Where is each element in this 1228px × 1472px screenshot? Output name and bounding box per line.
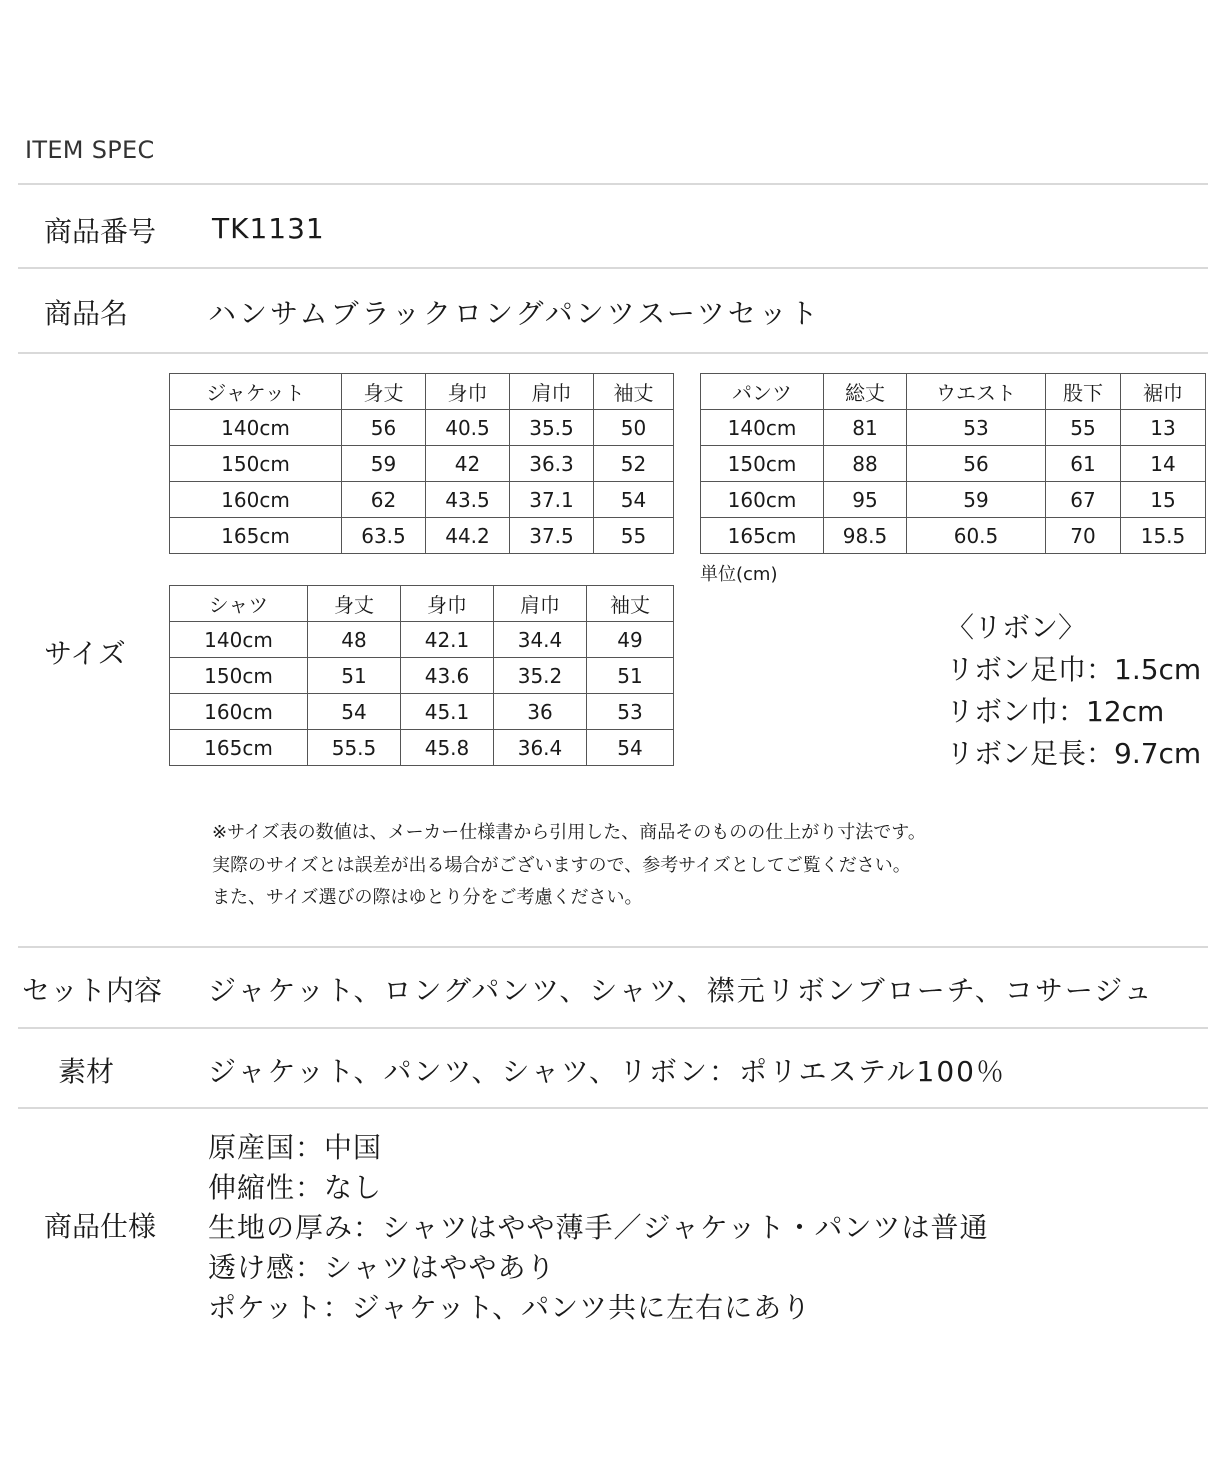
table-cell: 48: [308, 622, 401, 658]
column-header: 総丈: [824, 374, 907, 410]
table-cell: 15: [1121, 482, 1206, 518]
table-cell: 45.1: [401, 694, 494, 730]
table-cell: 150cm: [170, 446, 342, 482]
spec-line-thickness: 生地の厚み：シャツはやや薄手／ジャケット・パンツは普通: [208, 1211, 989, 1244]
table-cell: 81: [824, 410, 907, 446]
divider: [18, 352, 1208, 354]
material-label: 素材: [58, 1055, 115, 1088]
table-cell: 150cm: [701, 446, 824, 482]
table-row: [701, 482, 1206, 518]
table-cell: 35.5: [510, 410, 594, 446]
table-cell: 150cm: [170, 658, 308, 694]
table-cell: 44.2: [426, 518, 510, 554]
product-number-label: 商品番号: [44, 215, 157, 248]
table-cell: 165cm: [701, 518, 824, 554]
column-header: 袖丈: [594, 374, 674, 410]
table-cell: 52: [594, 446, 674, 482]
table-row: [170, 694, 674, 730]
table-cell: 54: [594, 482, 674, 518]
column-header: 身巾: [401, 586, 494, 622]
product-number-value: TK1131: [212, 212, 325, 245]
table-cell: 61: [1046, 446, 1121, 482]
divider: [18, 267, 1208, 269]
table-cell: 56: [907, 446, 1046, 482]
pants-size-table: [700, 373, 1206, 554]
table-cell: 88: [824, 446, 907, 482]
table-cell: 36.4: [494, 730, 587, 766]
column-header: 身丈: [342, 374, 426, 410]
table-cell: 13: [1121, 410, 1206, 446]
column-header: ウエスト: [907, 374, 1046, 410]
product-name-label: 商品名: [44, 297, 129, 330]
ribbon-title: 〈リボン〉: [946, 611, 1087, 644]
table-cell: 55: [1046, 410, 1121, 446]
table-cell: 49: [587, 622, 674, 658]
table-cell: 55: [594, 518, 674, 554]
table-cell: 70: [1046, 518, 1121, 554]
table-row: [170, 518, 674, 554]
column-header: 股下: [1046, 374, 1121, 410]
product-spec-label: 商品仕様: [44, 1210, 157, 1243]
table-cell: 140cm: [170, 410, 342, 446]
table-cell: 35.2: [494, 658, 587, 694]
divider: [18, 1027, 1208, 1029]
column-header: 身巾: [426, 374, 510, 410]
column-header: 肩巾: [494, 586, 587, 622]
product-name-value: ハンサムブラックロングパンツスーツセット: [208, 297, 821, 330]
table-cell: 98.5: [824, 518, 907, 554]
divider: [18, 183, 1208, 185]
table-cell: 140cm: [701, 410, 824, 446]
table-cell: 165cm: [170, 518, 342, 554]
table-row: [170, 622, 674, 658]
table-cell: 36: [494, 694, 587, 730]
table-cell: 59: [907, 482, 1046, 518]
table-cell: 95: [824, 482, 907, 518]
table-cell: 42.1: [401, 622, 494, 658]
ribbon-foot-width: リボン足巾：1.5cm: [946, 653, 1202, 686]
column-header: ジャケット: [170, 374, 342, 410]
table-cell: 50: [594, 410, 674, 446]
shirt-size-table: [169, 585, 674, 766]
table-cell: 40.5: [426, 410, 510, 446]
column-header: 肩巾: [510, 374, 594, 410]
ribbon-foot-length: リボン足長：9.7cm: [946, 737, 1202, 770]
table-cell: 36.3: [510, 446, 594, 482]
section-heading: ITEM SPEC: [25, 136, 155, 164]
column-header: シャツ: [170, 586, 308, 622]
table-cell: 42: [426, 446, 510, 482]
table-row: [701, 518, 1206, 554]
set-contents-label: セット内容: [22, 974, 163, 1007]
table-header-row: [170, 374, 674, 410]
table-cell: 160cm: [701, 482, 824, 518]
table-cell: 56: [342, 410, 426, 446]
table-row: [170, 482, 674, 518]
table-row: [170, 658, 674, 694]
size-note-line: 実際のサイズとは誤差が出る場合がございますので、参考サイズとしてご覧ください。: [212, 855, 911, 876]
column-header: 袖丈: [587, 586, 674, 622]
table-cell: 45.8: [401, 730, 494, 766]
divider: [18, 1107, 1208, 1109]
table-cell: 140cm: [170, 622, 308, 658]
unit-label: 単位(cm): [700, 564, 778, 585]
spec-line-sheerness: 透け感：シャツはややあり: [208, 1251, 556, 1284]
table-cell: 37.1: [510, 482, 594, 518]
table-cell: 54: [587, 730, 674, 766]
set-contents-value: ジャケット、ロングパンツ、シャツ、襟元リボンブローチ、コサージュ: [208, 974, 1154, 1007]
table-cell: 53: [587, 694, 674, 730]
table-cell: 165cm: [170, 730, 308, 766]
table-cell: 34.4: [494, 622, 587, 658]
table-cell: 37.5: [510, 518, 594, 554]
table-row: [170, 446, 674, 482]
size-label: サイズ: [44, 637, 126, 670]
table-row: [701, 446, 1206, 482]
table-header-row: [701, 374, 1206, 410]
material-value: ジャケット、パンツ、シャツ、リボン：ポリエステル100％: [208, 1055, 1006, 1088]
table-row: [170, 730, 674, 766]
table-cell: 43.6: [401, 658, 494, 694]
column-header: 裾巾: [1121, 374, 1206, 410]
column-header: 身丈: [308, 586, 401, 622]
divider: [18, 946, 1208, 948]
column-header: パンツ: [701, 374, 824, 410]
table-row: [170, 410, 674, 446]
size-note-line: ※サイズ表の数値は、メーカー仕様書から引用した、商品そのものの仕上がり寸法です。: [212, 822, 926, 843]
table-cell: 67: [1046, 482, 1121, 518]
jacket-size-table: [169, 373, 674, 554]
table-row: [701, 410, 1206, 446]
table-cell: 53: [907, 410, 1046, 446]
size-note-line: また、サイズ選びの際はゆとり分をご考慮ください。: [212, 887, 643, 908]
table-cell: 160cm: [170, 694, 308, 730]
ribbon-width: リボン巾：12cm: [946, 695, 1165, 728]
spec-line-origin: 原産国：中国: [208, 1131, 383, 1164]
table-cell: 51: [587, 658, 674, 694]
table-cell: 43.5: [426, 482, 510, 518]
table-cell: 51: [308, 658, 401, 694]
table-cell: 62: [342, 482, 426, 518]
table-cell: 14: [1121, 446, 1206, 482]
table-cell: 59: [342, 446, 426, 482]
spec-line-stretch: 伸縮性：なし: [208, 1171, 383, 1204]
table-cell: 15.5: [1121, 518, 1206, 554]
table-cell: 54: [308, 694, 401, 730]
table-cell: 55.5: [308, 730, 401, 766]
table-cell: 60.5: [907, 518, 1046, 554]
table-header-row: [170, 586, 674, 622]
table-cell: 63.5: [342, 518, 426, 554]
spec-line-pocket: ポケット：ジャケット、パンツ共に左右にあり: [208, 1291, 812, 1324]
table-cell: 160cm: [170, 482, 342, 518]
